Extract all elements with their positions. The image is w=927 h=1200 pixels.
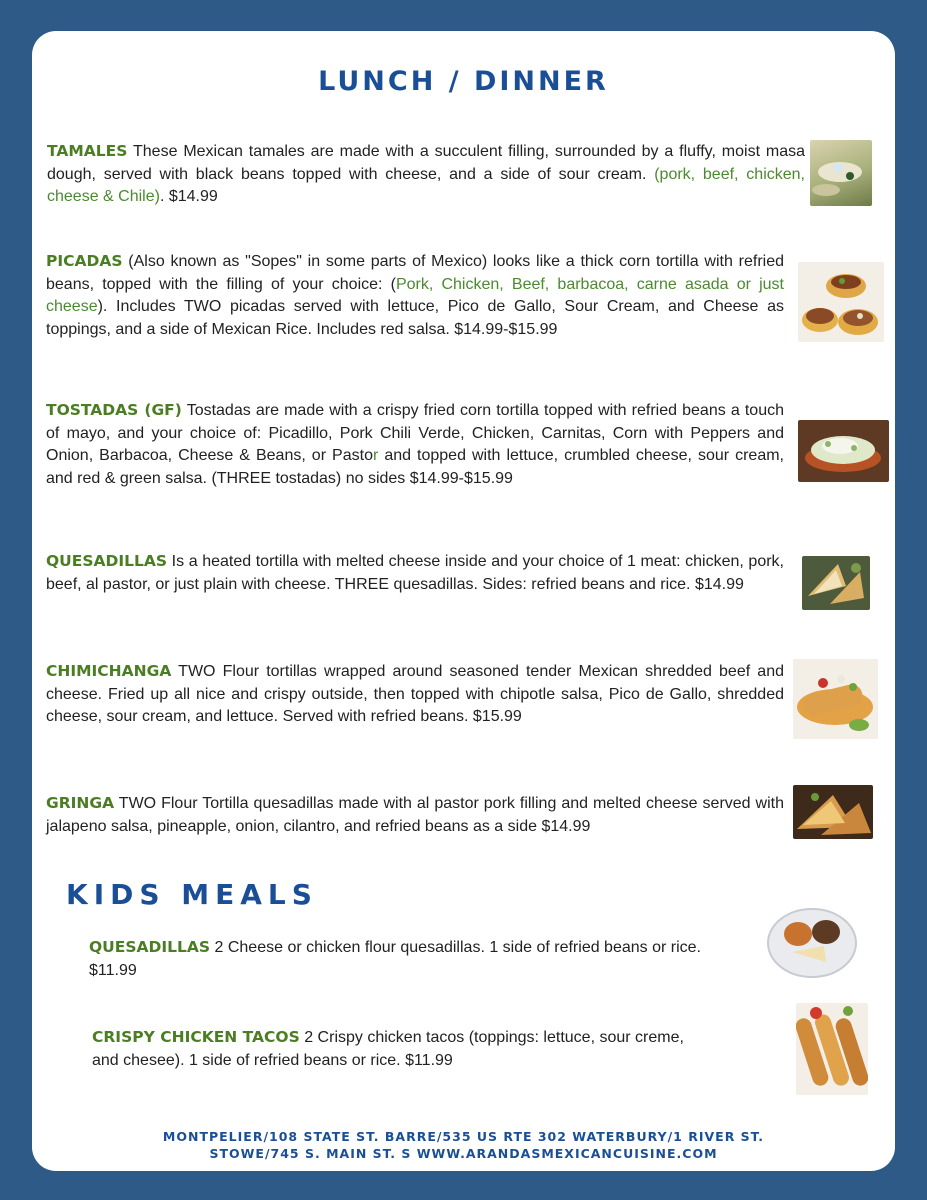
- kids-item-quesadillas: [89, 936, 743, 982]
- item-description: 2 Cheese or chicken flour quesadillas. 1 side of refried beans or rice. $11.99: [89, 939, 701, 979]
- item-description: Is a heated tortilla with melted cheese inside and your choice of 1 meat: chicken, pork, beef, al pastor, or just plain with cheese. THREE quesadillas. Sides: refried beans and rice. $14.99: [46, 553, 784, 593]
- item-name: QUESADILLAS: [89, 938, 211, 956]
- kids-quesadillas-photo: [766, 906, 858, 980]
- item-description: These Mexican tamales are made with a succulent filling, surrounded by a fluffy, moist masa dough, served with black beans topped with cheese, and a side of sour cream.: [47, 143, 805, 183]
- item-options: Pork, Chicken, Beef, barbacoa, carne asada or just cheese: [46, 275, 784, 315]
- item-name: PICADAS: [46, 252, 123, 270]
- menu-item-picadas: [46, 250, 784, 341]
- tamales-photo: [810, 140, 872, 206]
- chimichanga-photo: [793, 659, 878, 739]
- item-description: 2 Crispy chicken tacos (toppings: lettuce, sour creme, and chesee). 1 side of refried beans or rice. $11.99: [92, 1029, 684, 1069]
- item-price: ). Includes TWO picadas served with lettuce, Pico de Gallo, Sour Cream, and Cheese as toppings, and a side of Mexican Rice. Includes red salsa. $14.99-$15.99: [46, 298, 784, 338]
- item-description: TWO Flour Tortilla quesadillas made with al pastor pork filling and melted cheese served with jalapeno salsa, pineapple, onion, cilantro, and refried beans as a side $14.99: [46, 795, 784, 835]
- menu-item-gringa: [46, 792, 784, 838]
- item-name: TOSTADAS (GF): [46, 401, 182, 419]
- lunch-dinner-heading: LUNCH / DINNER: [318, 66, 609, 97]
- item-name: GRINGA: [46, 794, 115, 812]
- crispy-chicken-tacos-photo: [796, 1003, 868, 1095]
- menu-item-tamales: [47, 140, 805, 209]
- quesadillas-photo: [802, 556, 870, 610]
- item-description: (Also known as "Sopes" in some parts of Mexico) looks like a thick corn tortilla with refried beans, topped with the filling of your choice: (: [46, 253, 784, 293]
- item-price: and topped with lettuce, crumbled cheese, sour cream, and red & green salsa. (THREE tostadas) no sides $14.99-$15.99: [46, 447, 784, 487]
- item-description: TWO Flour tortillas wrapped around seasoned tender Mexican shredded beef and cheese. Fried up all nice and crispy outside, then topped with chipotle salsa, Pico de Gallo, shredded cheese, sour cream, and lettuce. Served with refried beans. $15.99: [46, 663, 784, 725]
- item-options: (pork, beef, chicken, cheese & Chile): [47, 165, 805, 205]
- gringa-photo: [793, 785, 873, 839]
- menu-item-quesadillas: [46, 550, 784, 596]
- item-price: . $14.99: [159, 188, 218, 205]
- footer-locations: [0, 1128, 927, 1162]
- tostadas-photo: [798, 420, 889, 482]
- item-name: QUESADILLAS: [46, 552, 168, 570]
- kids-meals-heading: KIDS MEALS: [66, 878, 318, 911]
- kids-item-crispy-chicken-tacos: [92, 1026, 692, 1072]
- menu-item-tostadas: [46, 399, 784, 490]
- menu-item-chimichanga: [46, 660, 784, 729]
- item-name: CRISPY CHICKEN TACOS: [92, 1028, 300, 1046]
- item-options: r: [372, 447, 379, 464]
- footer-line-2: STOWE/745 S. MAIN ST. S WWW.ARANDASMEXICANCUISINE.COM: [209, 1146, 718, 1161]
- footer-line-1: MONTPELIER/108 STATE ST. BARRE/535 US RTE 302 WATERBURY/1 RIVER ST.: [162, 1129, 765, 1144]
- item-name: TAMALES: [47, 142, 128, 160]
- picadas-photo: [798, 262, 884, 342]
- item-description: Tostadas are made with a crispy fried corn tortilla topped with refried beans a touch of mayo, and your choice of: Picadillo, Pork Chili Verde, Chicken, Carnitas, Corn with Peppers and Onion, Barbacoa, Cheese & Beans, or Pasto: [46, 402, 784, 464]
- item-name: CHIMICHANGA: [46, 662, 172, 680]
